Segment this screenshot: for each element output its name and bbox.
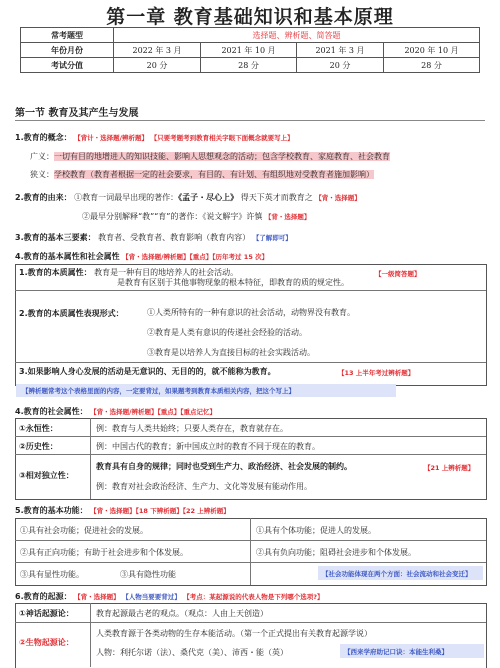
function-heading-row: [15, 505, 230, 516]
concept-heading: 1.教育的概念：: [15, 133, 72, 142]
tag: 【背・选择题/辨析题】【重点】【历年考过 15 次】: [122, 253, 269, 261]
origin-heading: 2.教育的由来：: [15, 193, 72, 202]
text: 例：教育与人类共始终；只要人类存在，教育就存在。: [96, 424, 288, 433]
table-row: [21, 58, 480, 73]
divider: [90, 603, 91, 667]
divider: [250, 518, 251, 585]
text: 教育具有自身的规律；同时也受到生产力、政治经济、社会发展的制约。: [96, 462, 352, 471]
tag: 【背・选择题】: [264, 213, 311, 221]
origin-line1: [15, 192, 361, 203]
tag: 【人物当要要背过】: [122, 593, 181, 601]
row-heading: ③相对独立性：: [19, 471, 74, 480]
origin-line2: [82, 211, 310, 222]
table-cell: 2022 年 3 月: [114, 43, 201, 58]
table-cell: 2021 年 3 月: [296, 43, 383, 58]
tag: 【13 上半年考过辨析题】: [338, 369, 415, 377]
section-heading: [15, 104, 138, 119]
table-row: [21, 43, 480, 58]
list-item: ①具有个体功能；促进人的发展。: [256, 526, 376, 535]
section-title: 第一节 教育及其产生与发展: [15, 108, 139, 119]
text: 是教育有区别于其他事物现象的根本特征，即教育的质的规定性。: [117, 278, 349, 287]
row-label: 考试分值: [21, 58, 114, 73]
table-cell: 28 分: [384, 58, 480, 73]
list-item: ③具有显性功能。: [20, 570, 84, 579]
text: 例：中国古代的教育；新中国成立时的教育不同于现在的教育。: [96, 442, 320, 451]
text: 人类教育源于各类动物的生存本能活动。（第一个正式提出有关教育起源学说）: [96, 629, 372, 638]
tag: 【背计・选择题/辨析题】: [74, 134, 149, 142]
origin-theory-heading: 6.教育的起源：: [15, 592, 72, 601]
note: 【西来学府助记口诀：本能生利桑】: [344, 648, 448, 656]
table-cell: 2020 年 10 月: [384, 43, 480, 58]
text: ②最早分别解释“教”“育”的著作：《说文解字》许慎: [82, 212, 263, 221]
tag: 【一级简答题】: [375, 270, 421, 278]
list-item: ②具有正向功能；有助于社会进步和个体发展。: [20, 548, 188, 557]
tag: 【背・选择题/辨析题】【重点】【重点记忆】: [90, 408, 217, 416]
table-row: [21, 28, 480, 43]
tag: 【21 上辨析题】: [424, 464, 475, 472]
row-label: 年份月份: [21, 43, 114, 58]
tag: 【考点：某起源说的代表人物是下列哪个选项?】: [183, 593, 324, 601]
text: 例：教育对社会政治经济、生产力、文化等发展有能动作用。: [96, 482, 312, 491]
elements-block: [15, 232, 292, 243]
row-label: 常考题型: [21, 28, 114, 43]
tag: 【背・选择题】: [74, 593, 120, 601]
divider: [15, 290, 486, 291]
table-cell: 2021 年 10 月: [201, 43, 297, 58]
row-heading: 2.教育的本质属性表现形式：: [19, 309, 124, 318]
text: 得天下英才而教育之: [240, 193, 313, 202]
question-types: 选择题、辨析题、简答题: [114, 28, 480, 43]
highlight-text: 学校教育（教育者根据一定的社会要求，有目的、有计划、有组织地对受教育者施加影响）: [54, 170, 374, 179]
list-item: ①具有社会功能；促进社会的发展。: [20, 526, 148, 535]
attr-heading: 4.教育的基本属性和社会属性: [15, 252, 120, 261]
row-heading: 1.教育的本质属性：: [19, 268, 92, 277]
social-heading: 4.教育的社会属性：: [15, 407, 88, 416]
table-cell: 20 分: [114, 58, 201, 73]
list-item: ③教育是以培养人为直接目标的社会实践活动。: [147, 348, 315, 357]
divider: [15, 120, 485, 121]
list-item: ③具有隐性功能: [120, 570, 176, 579]
text: ①教育一词最早出现的著作：: [74, 193, 179, 202]
origin-theory-heading-row: [15, 591, 324, 602]
row-heading: ②生物起源论：: [19, 638, 74, 647]
divider: [15, 362, 486, 363]
divider: [15, 622, 486, 623]
note: 【社会功能体现在两个方面：社会流动和社会变迁】: [322, 570, 472, 578]
list-item: ②具有负向功能；阻碍社会进步和个体发展。: [256, 548, 416, 557]
row-heading: ②历史性：: [19, 442, 58, 451]
elements-heading: 3.教育的基本三要素：: [15, 233, 96, 242]
label: 狭义：: [30, 170, 54, 179]
row-heading: ①永恒性：: [19, 424, 58, 433]
text: 教育起源最古老的观点。（观点：人由上天创造）: [96, 609, 268, 618]
divider: [90, 418, 91, 499]
social-heading-row: [15, 406, 216, 417]
label: 广义：: [30, 152, 54, 161]
list-item: ①人类所特有的一种有意识的社会活动，动物界没有教育。: [147, 308, 355, 317]
tag: 【了解即可】: [252, 234, 292, 242]
divider: [15, 454, 486, 455]
text: 教育者、受教育者、教育影响（教育内容）: [98, 233, 251, 242]
divider: [15, 436, 486, 437]
text: 教育是一种有目的地培养人的社会活动。: [94, 268, 239, 277]
narrow-definition: [30, 169, 374, 180]
concept-block: [15, 132, 294, 143]
function-heading: 5.教育的基本功能：: [15, 506, 88, 515]
broad-definition: [30, 151, 390, 162]
note: 【辨析题常考这个表格里面的内容，一定要背过，如果题考到教育本质相关内容，把这个写上】: [22, 387, 295, 395]
text: 人物：利托尔诺（法）、桑代克（美）、沛西・能（英）: [96, 648, 288, 657]
table-cell: 20 分: [296, 58, 383, 73]
row-heading: ①神话起源论：: [19, 609, 74, 618]
attr-heading-row: [15, 251, 268, 262]
tag: 【背・选择题】: [315, 194, 361, 202]
row-heading: 3.如果影响人身心发展的活动是无意识的、无目的的，就不能称为教育。: [19, 367, 276, 376]
page-title: 第一章 教育基础知识和基本原理: [106, 6, 394, 28]
book-title: 《孟子・尽心上》: [178, 193, 239, 202]
table-cell: 28 分: [201, 58, 297, 73]
tag: 【背・选择题】【18 下辨析题】【22 上辨析题】: [90, 507, 230, 515]
tag: 【只要考题考到教育相关字眼下面概念就要写上】: [150, 134, 294, 142]
highlight-text: 一切有目的地增进人的知识技能、影响人思想观念的活动；包含学校教育、家庭教育、社会教育: [54, 152, 390, 161]
exam-info-table: [20, 27, 480, 73]
list-item: ②教育是人类有意识的传递社会经验的活动。: [147, 328, 307, 337]
